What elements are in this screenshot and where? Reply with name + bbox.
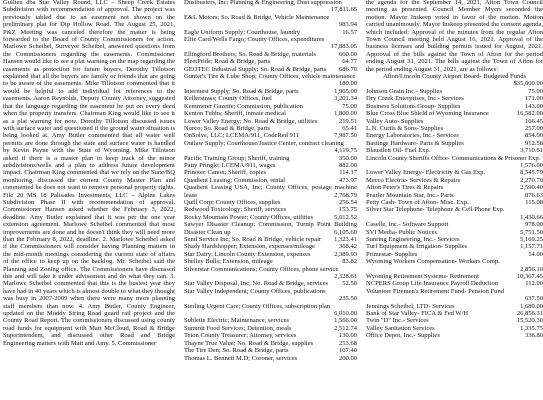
payee-description: Elite Card/Wells Fargo; County Offices, expenditures bbox=[184, 36, 325, 44]
payee-description: Gunter's Tire & Lube Shop; County Offices, vehicle maintenance bbox=[184, 73, 356, 81]
payee-description: Business Solutions Group- Supplies bbox=[366, 102, 461, 110]
payment-amount: 1,157.71 bbox=[520, 243, 543, 251]
vendor-payment-row bbox=[184, 73, 357, 88]
payee-description: Shelley Bulls; Extension, mileage bbox=[184, 258, 273, 266]
payee-description: Dustbusters, Inc; Planning & Engineering, Dust suppression bbox=[184, 0, 342, 6]
payment-amount: 660.00 bbox=[338, 50, 357, 58]
payment-amount: 983.94 bbox=[338, 21, 357, 29]
bill-row bbox=[366, 214, 543, 221]
vendor-payment-row bbox=[184, 184, 357, 199]
vendor-payment-row bbox=[184, 132, 357, 139]
payment-amount: 107.40 bbox=[338, 347, 357, 355]
payee-description: Eagle Uniform Supply; Courthouse, laundry bbox=[184, 28, 301, 36]
payee-description: L.N. Curtis & Sons- Supplies bbox=[366, 124, 444, 132]
bill-row bbox=[366, 95, 543, 102]
payment-amount: 166.45 bbox=[524, 117, 543, 125]
bill-row bbox=[366, 88, 543, 95]
vendor-payment-row bbox=[184, 325, 357, 332]
payment-amount: 368.42 bbox=[338, 243, 357, 251]
vendor-payment-row bbox=[184, 36, 357, 43]
payee-description: Ellingford Brothers; So. Road & Bridge, materials bbox=[184, 50, 317, 58]
payment-amount: 854.00 bbox=[524, 132, 543, 140]
payee-description: Afton Peter's Tires & Repairs bbox=[366, 184, 444, 192]
payee-description: FleetPride; Road & Bridge, parts bbox=[184, 58, 271, 66]
vendor-payment-row bbox=[184, 206, 357, 213]
payee-description: Kellerstrass; County Offices, fuel bbox=[184, 95, 272, 103]
payment-amount: $35,000.00 bbox=[513, 80, 543, 88]
payee-description: Primestar- Supplies bbox=[366, 250, 418, 258]
vendor-payment-row bbox=[184, 155, 357, 162]
payee-description: Johnson Grain Inc.- Supplies bbox=[366, 87, 443, 95]
vendor-payment-row bbox=[184, 317, 357, 324]
payment-amount: 1,335.75 bbox=[520, 324, 543, 332]
bill-row bbox=[366, 273, 543, 280]
payee-description: NCPERS Group Life Insurance Payroll Deduction bbox=[366, 280, 499, 288]
vendor-payment-row bbox=[184, 6, 357, 13]
payee-description: Petty Cash- Town of Afton- Misc. Exp. bbox=[366, 198, 469, 206]
vendor-payment-row bbox=[184, 273, 357, 280]
payee-description: Star Valley Independent; County Offices, publications bbox=[184, 287, 326, 295]
vendor-payment-row bbox=[184, 266, 357, 273]
bill-row bbox=[366, 110, 543, 117]
bill-row bbox=[366, 147, 543, 154]
payee-description: Caselle, Inc.- Software Support bbox=[366, 221, 449, 229]
payee-description: Silver Star Telephone- Telephone & Cell Phone Exp. bbox=[366, 206, 505, 214]
payee-description: Jennings Scheibel, LTD- Services bbox=[366, 302, 455, 310]
payment-amount: 2,768.79 bbox=[334, 191, 357, 199]
bill-row bbox=[366, 332, 543, 339]
column-vendor-payments bbox=[184, 0, 357, 400]
payment-amount: 153.75 bbox=[338, 206, 357, 214]
payment-amount: 14.00 bbox=[528, 250, 543, 258]
bill-row bbox=[366, 258, 543, 265]
payee-description: Star Valley Disposal, Inc; No. Road & Bridge, services bbox=[184, 280, 329, 288]
vendor-payment-row bbox=[184, 21, 357, 28]
payment-amount: 2,856.10 bbox=[520, 265, 543, 273]
payment-amount: 171.00 bbox=[524, 95, 543, 103]
payment-amount: 257.00 bbox=[524, 124, 543, 132]
payment-amount: 3,710.61 bbox=[520, 147, 543, 155]
payee-description: Mecco Electric- Services & Repairs bbox=[366, 176, 461, 184]
payee-description: Lincoln County Sheriffs Office- Communications & Prisoner Exp. bbox=[366, 154, 541, 162]
column-planning-minutes bbox=[3, 0, 175, 400]
vendor-payment-row bbox=[184, 66, 357, 73]
payment-amount: 1,566.00 bbox=[334, 317, 357, 325]
vendor-payment-row bbox=[184, 177, 357, 184]
payment-amount: 3,201.34 bbox=[334, 95, 357, 103]
payment-amount: 16.57 bbox=[342, 28, 357, 36]
vendor-payment-row bbox=[184, 125, 357, 132]
bill-row bbox=[366, 155, 543, 170]
payee-description: Redwood Toxicology; Sheriff, services bbox=[184, 206, 287, 214]
payee-description: Quadient Leasing; Commission, rental bbox=[184, 176, 286, 184]
payment-amount: 7,987.50 bbox=[334, 132, 357, 140]
payee-description: E&L Motors; So. Road & Bridge, Vehicle Maintenance bbox=[184, 13, 330, 21]
payee-description: Silverstar Communications; County Offices, phone service bbox=[184, 265, 339, 273]
payment-amount: 83.82 bbox=[342, 258, 357, 266]
vendor-payment-row bbox=[184, 310, 357, 317]
payee-description: Sunring Engineering, Inc.- Services bbox=[366, 236, 460, 243]
payment-amount: 1,800.00 bbox=[334, 110, 357, 118]
payment-amount: 75.00 bbox=[342, 102, 357, 110]
payment-amount: 114.17 bbox=[339, 169, 357, 177]
vendor-payment-row bbox=[184, 43, 357, 50]
payment-amount: 65.41 bbox=[342, 124, 357, 132]
payee-description: Blue Cross Blue Shield of Wyoming Insurance bbox=[366, 110, 489, 118]
vendor-payment-row bbox=[184, 103, 357, 110]
payment-amount: 219.51 bbox=[338, 117, 357, 125]
payee-description: Sterling Urgent Care; County Offices, subscription plan bbox=[184, 302, 331, 310]
bill-row bbox=[366, 295, 543, 302]
payment-amount: 978.00 bbox=[524, 221, 543, 229]
payee-description: Office Depot, Inc.- Supplies bbox=[366, 332, 440, 340]
payment-amount: 6,105.60 bbox=[334, 228, 357, 236]
payee-description: Summit Food Services; Detention, meals bbox=[184, 324, 292, 332]
vendor-payment-row bbox=[184, 51, 357, 58]
bill-row bbox=[366, 288, 543, 295]
payee-description: Bank of Star Valley- FICA & Fed W/H bbox=[366, 310, 469, 318]
payment-amount: 1,680.00 bbox=[520, 302, 543, 310]
vendor-payment-row bbox=[184, 280, 357, 287]
payment-amount: 5,012.52 bbox=[334, 213, 357, 221]
payee-description: Twin "D" Inc.- Services bbox=[366, 317, 429, 325]
payment-amount: 143.00 bbox=[524, 102, 543, 110]
payee-description: OnSolve, LLC; LCEMA/911, CodeRed 911 bbox=[184, 132, 300, 140]
payee-description: Rocky Mountain Power; County Offices, utilities bbox=[184, 213, 313, 221]
payment-amount: 200.00 bbox=[338, 354, 357, 362]
minutes-paragraph: Gullieu dba Star Valley Round, LLC – Sheep Creek Estates Subdivision with recommendation of approval. The project was previously tabled due to an easement not shown on the preliminary plat for Dip Hollow Road. The August 25, 2021, P&Z Meeting was canceled therefore the matter is being forwarded to the Board of County Commissioners for action. Marlowe Scheibel, Surveyor Scheibel, answered questions from the Commissioners regarding the easements. Commissioner Hansen would like to see a plat warning on the map regarding the easements as protection for future buyers. Dorothy Tillotson explained that all the buyers are family or friends that are going to be aware of the easements. Mike Tillotson commented that it would be helpful to add individual lot references to the easements. Aaron Reynolds, Deputy County Attorney, suggested that the language regarding the easement be put on every deed when the property transfers. Chairman King would like to see it as a plat warning for now. Dorothy Tillotson discussed issues with surface water and questioned if the ground water situation is being looked at. Amy Butler commented that all water well permits are done through the state and surface water is handled by Kevin Payne with the State of Wyoming. Mike Tillotson asked if there is a master plan to keep track of the minor subdivisions/wells and a plan to address future development impact. Chairman King commented that we rely on the State/BQ monitoring, discussed the current County Master Plan and commented he does not want to remove personal property rights. File 20 MS 18 Palisades Investments, LLC – Alpine Lakes Subdivision Phase II with recommendation of approval. Commissioner Hansen asked whether the February 3, 2022, deadline. Amy Butler explained that it was per the one year extension agreement. Marlowe Scheibel commented that most improvements are done and he doesn't think they will need more than the February 8, 2022, deadline. 2. Marlowe Scheibel asked if the Commissioners will consider having Planning matters in the mid-month meetings considering the current state of affairs of the office to keep up on the backlog. Mr. Scheibel said the Planning and Zoning office. The Commissioners have discussed this and will take it under advisement and do what they can. 3. Marlowe Scheibel commented that this is the busiest year they have had in 40 years which is almost double to what they thought was busy in 2007-2009 when there were many more planning staff members than now. 4. Amy Butler, County Engineer, updated on the Muddy String Road guard rail project and the County Road Report. The commissioners discussed using county road funds for equipment with Matt McCloud, Road & Bridge Superintendent, and discussed other Road and Bridge Engineering matters with Matt and Amy. 5. Commissioner bbox=[3, 0, 175, 347]
bill-row bbox=[366, 177, 543, 184]
payment-amount: 26,856.31 bbox=[516, 310, 543, 318]
payee-description: Volunteer Firemen's Retirement Fund- Pension Fund bbox=[366, 287, 504, 295]
bill-row bbox=[366, 266, 543, 273]
payment-amount: 2,270.70 bbox=[520, 176, 543, 184]
payee-description: Pacific Training Group; Sheriff, training bbox=[184, 154, 290, 162]
payee-description: Lower Valley Energy; No. Road & Bridge, utilities bbox=[184, 117, 318, 125]
payment-amount: 112.00 bbox=[525, 280, 543, 288]
vendor-payment-row bbox=[184, 243, 357, 250]
payment-amount: 473.97 bbox=[338, 176, 357, 184]
payee-description: Kenton Tubbs; Sheriff, inmate medical bbox=[184, 110, 286, 118]
payee-description: Pearler Mountain Star, Inc.- Parts bbox=[366, 191, 454, 199]
payment-amount: 17,883.05 bbox=[330, 43, 357, 51]
vendor-payment-row bbox=[184, 29, 357, 36]
bill-row bbox=[366, 184, 543, 191]
vendor-payment-row bbox=[184, 236, 357, 243]
payee-description: Wyoming Retirement Systems- Retirement bbox=[366, 273, 479, 281]
payment-amount: 180.00 bbox=[338, 80, 357, 88]
payee-description: Kemmerer Gazette; Commission, publication bbox=[184, 102, 303, 110]
bills-ledger bbox=[366, 80, 543, 339]
payment-amount: 912.58 bbox=[524, 139, 543, 147]
payee-description: Patty Pringle; LCEMA/911, wages bbox=[184, 161, 276, 169]
payment-amount: 5,169.25 bbox=[520, 236, 543, 243]
payee-description: Quadient Leasing USA, Inc; County Offices, postage machine lease bbox=[184, 184, 357, 199]
payment-amount: 5,751.50 bbox=[520, 228, 543, 236]
payment-amount: 2,590.40 bbox=[520, 184, 543, 192]
bill-row bbox=[366, 243, 543, 250]
council-paragraph: the agenda for the September 14, 2021, Afton Town Council meeting as presented. Council Member Myers seconded the motion. Mayor Inskeep voted in favor of the motion. Motion carried unanimously. Mayor Inskeep presented the consent agenda, which included: Approval of the minutes from the regular Afton Town Council meeting held August 16, 2021. Approval of the business licenses and building permits issued for August, 2021. Approval of the bills against the Town of Afton for the period ending August 31, 2021. The bills against the Town of Afton for the period ending August 31, 2021, are as follows: bbox=[366, 0, 543, 73]
payment-amount: 64.77 bbox=[342, 58, 357, 66]
bill-row bbox=[366, 229, 543, 236]
payee-description: Send Service Inc; So. Road & Bridge, vehicle repair bbox=[184, 236, 322, 243]
bill-row bbox=[366, 199, 543, 206]
payment-amount: 52.50 bbox=[342, 280, 357, 288]
payment-amount: 1,430.66 bbox=[520, 213, 543, 221]
vendor-payment-row bbox=[184, 14, 357, 21]
council-minutes bbox=[366, 0, 543, 73]
vendor-payment-row bbox=[184, 295, 357, 302]
bill-row bbox=[366, 325, 543, 332]
vendor-payment-row bbox=[184, 169, 357, 176]
vendor-payment-row bbox=[184, 95, 357, 102]
payment-amount: 882.00 bbox=[338, 161, 357, 169]
payee-description: Turf Equipment & Irrigation- Supplies bbox=[366, 243, 468, 251]
payee-description: Lower Valley Energy- Electricity & Gas Exp. bbox=[366, 169, 486, 177]
payee-description: Sawyer Disaster Cleanup; Commission, Turnip Point Building Disaster Clean up bbox=[184, 221, 357, 236]
payment-amount: 4,119.75 bbox=[334, 147, 357, 155]
payee-description: Thomas L. Bennett M.D; Coroner, services bbox=[184, 354, 298, 362]
bill-row bbox=[366, 317, 543, 324]
payee-description: Thayne True Value; No. Road & Bridge, supplies bbox=[184, 339, 314, 347]
payee-description: Valley Auto- Supplies bbox=[366, 117, 424, 125]
payment-amount: 16,582.00 bbox=[516, 110, 543, 118]
payment-amount: 686.70 bbox=[338, 65, 357, 73]
vendor-payment-row bbox=[184, 110, 357, 117]
payee-description: Valley Sanitation Services bbox=[366, 324, 435, 332]
payee-description: The Tire Den; So. Road & Bridge, parts bbox=[184, 347, 289, 355]
payment-amount: 6,010.00 bbox=[334, 310, 357, 318]
bill-row bbox=[366, 221, 543, 228]
vendor-payment-row bbox=[184, 162, 357, 169]
payee-description: Wyoming Workers Compensation- Workers Comp. bbox=[366, 258, 500, 266]
bill-row bbox=[366, 169, 543, 176]
payment-amount: 10,367.45 bbox=[516, 273, 543, 281]
payment-amount: 876.63 bbox=[524, 191, 543, 199]
payee-description: Dry Creek Enterprises, Inc.- Services bbox=[366, 95, 464, 103]
bill-row bbox=[366, 236, 543, 243]
payment-amount: 130.00 bbox=[338, 332, 357, 340]
airport-board-heading: Afton/Lincoln County Airport Board- Budgeted Funds bbox=[382, 73, 527, 81]
payment-amount: 2,389.93 bbox=[334, 250, 357, 258]
bill-row bbox=[366, 192, 543, 199]
vendor-payment-row bbox=[184, 332, 357, 339]
bill-row bbox=[366, 125, 543, 132]
vendor-payment-row bbox=[184, 214, 357, 221]
payment-amount: 1,965.00 bbox=[334, 87, 357, 95]
payee-description: Energy Laboratories, Inc.- Services bbox=[366, 132, 459, 140]
vendor-payment-row bbox=[184, 251, 357, 258]
payment-amount: 17,811.65 bbox=[331, 6, 357, 14]
payee-description: Outlaw Supply; Courthouse/Justice Center, contract cleaning bbox=[184, 139, 344, 147]
payee-description: Blaustlett Oil- Fuel Exp. bbox=[366, 147, 431, 155]
payment-amount: 637.50 bbox=[524, 295, 543, 303]
payment-amount: 115.08 bbox=[525, 198, 543, 206]
payee-description: Sublette Electric; Maintenance, services bbox=[184, 317, 290, 325]
payment-amount: 256.54 bbox=[338, 198, 357, 206]
vendor-payment-row bbox=[184, 221, 357, 236]
vendor-payment-row bbox=[184, 347, 357, 354]
vendor-payment-row bbox=[184, 118, 357, 125]
bill-row bbox=[366, 303, 543, 310]
vendor-payment-row bbox=[184, 58, 357, 65]
vendor-payment-row bbox=[184, 88, 357, 95]
payee-description: Bastings Hardware- Parts & Supplies bbox=[366, 139, 464, 147]
bill-row bbox=[366, 206, 543, 213]
bill-row bbox=[366, 80, 543, 87]
bill-row bbox=[366, 103, 543, 110]
payee-description: Star Dairy; Lincoln County Extension, expenses bbox=[184, 250, 311, 258]
bill-row bbox=[366, 140, 543, 147]
vendor-payment-row bbox=[184, 258, 357, 265]
vendor-payment-row bbox=[184, 355, 357, 362]
bill-row bbox=[366, 118, 543, 125]
payee-description: GEOTEC Industrial Supply; So. Road & Bridge, parts bbox=[184, 65, 327, 73]
payment-amount: 350.00 bbox=[338, 154, 357, 162]
bill-row bbox=[366, 310, 543, 317]
payment-amount: 253.68 bbox=[338, 339, 357, 347]
vendor-payment-row bbox=[184, 199, 357, 206]
payment-amount: 235.50 bbox=[338, 295, 357, 303]
payee-description: Quill Corp; County Offices, supplies bbox=[184, 198, 281, 206]
vendor-payment-row bbox=[184, 288, 357, 295]
bill-row bbox=[366, 251, 543, 258]
payee-description: Intermest Supply; So. Road & Bridge, parts bbox=[184, 87, 299, 95]
column-town-council bbox=[366, 0, 543, 400]
payee-description: Prinotec Canon; Sheriff, copies bbox=[184, 169, 267, 177]
bill-row bbox=[366, 132, 543, 139]
payment-amount: 1,576.00 bbox=[520, 161, 543, 169]
payment-amount: 75.00 bbox=[528, 87, 543, 95]
payment-amount: 1,323.41 bbox=[334, 236, 357, 243]
vendor-payment-row bbox=[184, 303, 357, 310]
payment-amount: 336.80 bbox=[524, 332, 543, 340]
bill-row bbox=[366, 280, 543, 287]
payment-amount: 2,328.61 bbox=[334, 273, 357, 281]
payment-amount: 2,512.74 bbox=[334, 324, 357, 332]
payee-description: Shady Hardshopper; Extension, expenses/mileage bbox=[184, 243, 315, 251]
vendor-payment-row bbox=[184, 140, 357, 155]
payee-description: Teton County Treasurer; Attorney, services bbox=[184, 332, 297, 340]
payment-amount: 8,545.79 bbox=[520, 169, 543, 177]
payee-description: SVI Media- Public Notices bbox=[366, 228, 438, 236]
vendor-payment-row bbox=[184, 340, 357, 347]
payee-description: Norco; So. Road & Bridge, parts bbox=[184, 124, 271, 132]
payment-amount: 15,520.30 bbox=[516, 317, 543, 325]
